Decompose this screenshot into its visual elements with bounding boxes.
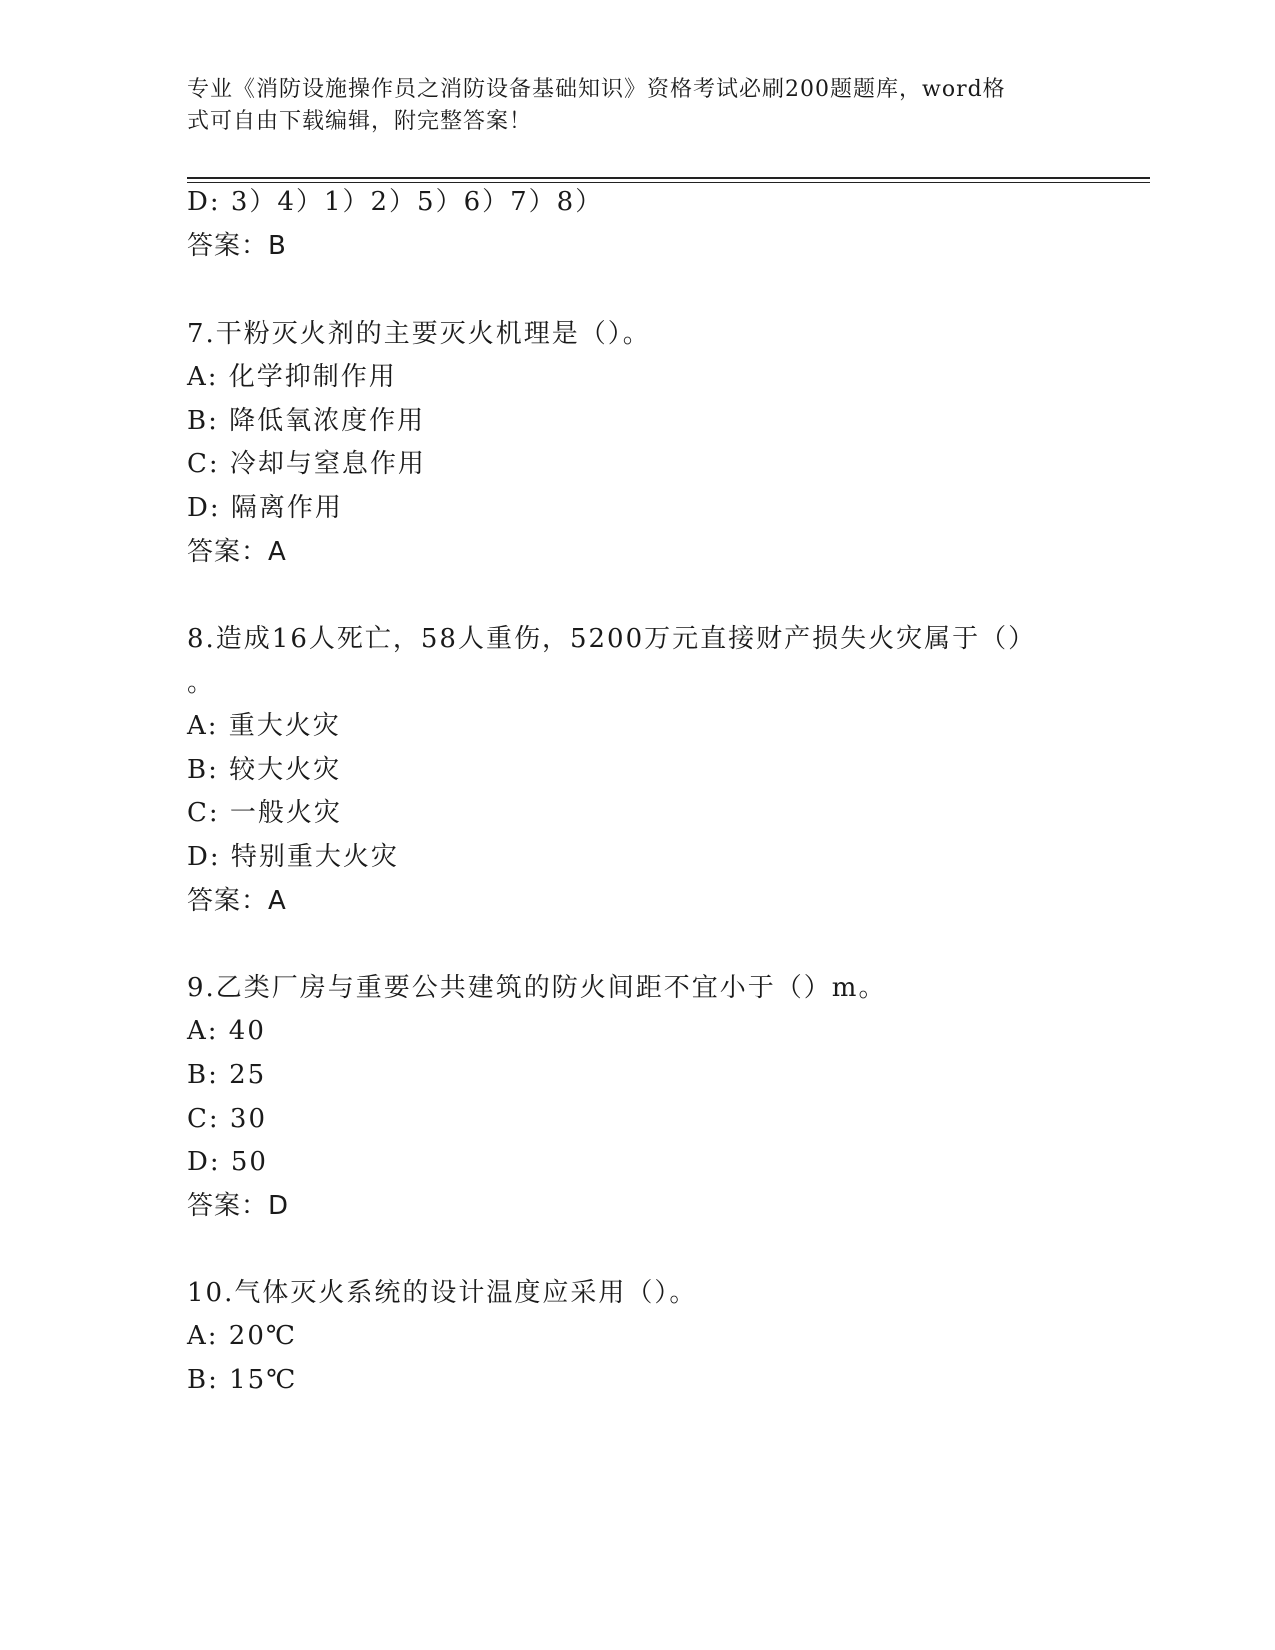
q10-option-b: B: 15℃ — [187, 1365, 298, 1395]
q8-answer: 答案：A — [187, 886, 287, 916]
q7-answer: 答案：A — [187, 537, 287, 567]
prev-answer: 答案：B — [187, 231, 287, 261]
header-rule-thin — [187, 182, 1150, 183]
q8-option-c: C: 一般火灾 — [187, 798, 342, 828]
q7-option-a: A: 化学抑制作用 — [187, 362, 397, 392]
q7-option-d: D: 隔离作用 — [187, 493, 343, 523]
q9-option-c: C: 30 — [187, 1104, 268, 1134]
header-rule-thick — [187, 177, 1150, 179]
q7-option-c: C: 冷却与窒息作用 — [187, 449, 426, 479]
q9-option-a: A: 40 — [187, 1016, 266, 1046]
q8-question: 8.造成16人死亡，58人重伤，5200万元直接财产损失火灾属于（） — [187, 624, 1037, 654]
q8-option-d: D: 特别重大火灾 — [187, 842, 399, 872]
q9-option-d: D: 50 — [187, 1147, 268, 1177]
header-line-1: 专业《消防设施操作员之消防设备基础知识》资格考试必刷200题题库，word格 — [187, 77, 1006, 102]
q7-question: 7.干粉灭火剂的主要灭火机理是（）。 — [187, 319, 651, 349]
q10-option-a: A: 20℃ — [187, 1321, 297, 1351]
header-line-2: 式可自由下载编辑，附完整答案！ — [187, 109, 533, 134]
q9-option-b: B: 25 — [187, 1060, 267, 1090]
document-header — [187, 74, 1067, 138]
q9-answer: 答案：D — [187, 1191, 290, 1221]
q8-question-cont: 。 — [187, 668, 216, 698]
q8-option-b: B: 较大火灾 — [187, 755, 342, 785]
q7-option-b: B: 降低氧浓度作用 — [187, 406, 426, 436]
prev-option-d: D: 3）4）1）2）5）6）7）8） — [187, 187, 604, 217]
q9-question: 9.乙类厂房与重要公共建筑的防火间距不宜小于（）m。 — [187, 973, 887, 1003]
q8-option-a: A: 重大火灾 — [187, 711, 341, 741]
q10-question: 10.气体灭火系统的设计温度应采用（）。 — [187, 1278, 698, 1308]
